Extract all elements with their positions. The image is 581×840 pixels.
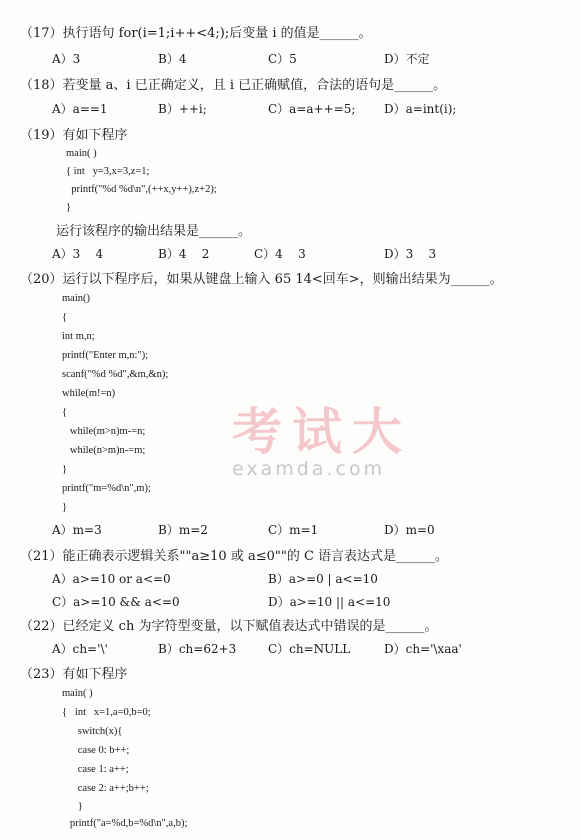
q19-option-a: A）3 4: [52, 247, 104, 261]
q23-code-line: { int x=1,a=0,b=0;: [62, 707, 151, 718]
q21-option-b: B）a>=0 | a<=10: [268, 572, 378, 586]
q23-code-line: case 1: a++;: [62, 764, 129, 775]
q20-code-line: printf("m=%d\n",m);: [62, 483, 151, 494]
q20-code-line: }: [62, 502, 68, 513]
q23-code-line: printf("a=%d,b=%d\n",a,b);: [62, 818, 188, 829]
q19-code-line: }: [66, 202, 72, 213]
q22-option-b: B）ch=62+3: [158, 642, 237, 656]
watermark-url: examda.com: [232, 458, 386, 480]
q20-code-line: int m,n;: [62, 331, 95, 342]
q17-option-c: C）5: [268, 52, 297, 66]
q23-code-line: main( ): [62, 688, 93, 699]
question-20-stem: （20）运行以下程序后，如果从键盘上输入 65 14<回车>，则输出结果为______。: [20, 272, 503, 287]
q20-option-a: A）m=3: [52, 523, 102, 537]
q20-code-line: {: [62, 312, 68, 323]
q17-option-b: B）4: [158, 52, 187, 66]
q20-code-line: main(): [62, 293, 90, 304]
question-18-stem: （18）若变量 a、i 已正确定义，且 i 已正确赋值，合法的语句是______。: [20, 78, 447, 93]
q17-option-a: A）3: [52, 52, 81, 66]
q21-option-c: C）a>=10 && a<=0: [52, 595, 180, 609]
q21-option-a: A）a>=10 or a<=0: [52, 572, 171, 586]
question-23-stem: （23）有如下程序: [20, 667, 128, 682]
q20-code-line: while(m!=n): [62, 388, 116, 399]
q18-option-c: C）a=a++=5;: [268, 102, 356, 116]
q23-code-line: switch(x){: [62, 726, 123, 737]
q23-code-line: case 0: b++;: [62, 745, 130, 756]
q20-code-line: }: [62, 464, 68, 475]
q20-code-line: printf("Enter m,n:");: [62, 350, 149, 361]
question-17-stem: （17）执行语句 for(i=1;i++<4;);后变量 i 的值是______。: [20, 26, 372, 41]
question-22-stem: （22）已经定义 ch 为字符型变量，以下赋值表达式中错误的是______。: [20, 619, 438, 634]
q19-code-line: printf("%d %d\n",(++x,y++),z+2);: [66, 184, 217, 195]
q19-option-b: B）4 2: [158, 247, 210, 261]
q18-option-b: B）++i;: [158, 102, 207, 116]
q22-option-d: D）ch='\xaa': [384, 642, 462, 656]
q17-option-d: D）不定: [384, 52, 430, 66]
q20-option-d: D）m=0: [384, 523, 435, 537]
q18-option-d: D）a=int(i);: [384, 102, 457, 116]
question-21-stem: （21）能正确表示逻辑关系""a≥10 或 a≤0""的 C 语言表达式是______。: [20, 549, 449, 564]
q23-code-line: }: [62, 801, 83, 812]
watermark-logo: 考试大: [232, 403, 412, 461]
q20-code-line: {: [62, 407, 68, 418]
q19-code-line: { int y=3,x=3,z=1;: [66, 166, 150, 177]
q22-option-a: A）ch='\': [52, 642, 108, 656]
q19-option-c: C）4 3: [254, 247, 306, 261]
q22-option-c: C）ch=NULL: [268, 642, 351, 656]
q20-code-line: while(n>m)n-=m;: [62, 445, 146, 456]
question-19-stem: （19）有如下程序: [20, 128, 128, 143]
q20-code-line: while(m>n)m-=n;: [62, 426, 146, 437]
q23-code-line: case 2: a++;b++;: [62, 783, 149, 794]
q19-followup: 运行该程序的输出结果是______。: [56, 224, 252, 239]
q20-option-c: C）m=1: [268, 523, 319, 537]
q20-code-line: scanf("%d %d",&m,&n);: [62, 369, 169, 380]
q19-option-d: D）3 3: [384, 247, 437, 261]
q18-option-a: A）a==1: [52, 102, 108, 116]
q19-code-line: main( ): [66, 148, 97, 159]
q20-option-b: B）m=2: [158, 523, 208, 537]
q21-option-d: D）a>=10 || a<=10: [268, 595, 391, 609]
